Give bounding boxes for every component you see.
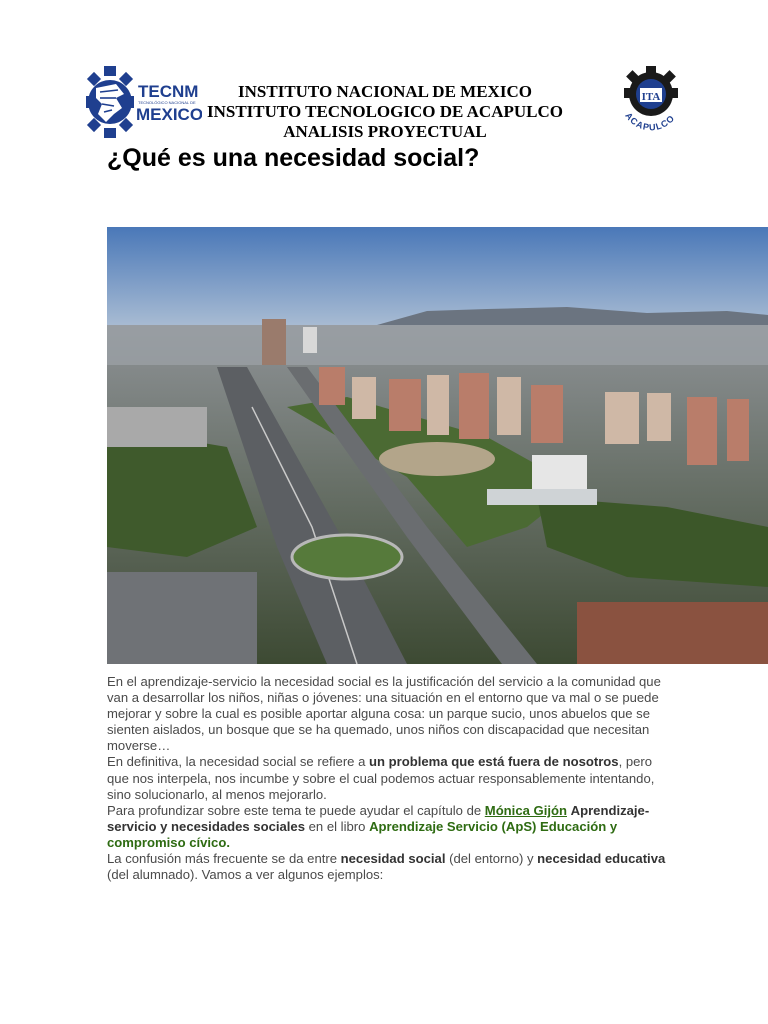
page-title: ¿Qué es una necesidad social?	[107, 144, 480, 172]
paragraph-4-text-c: (del entorno) y	[445, 851, 538, 867]
tecnm-logo-text: TECNM	[138, 82, 199, 101]
tecnm-logo-small: TECNOLÓGICO NACIONAL DE	[138, 100, 196, 105]
ita-acapulco-logo	[614, 64, 688, 138]
tecnm-logo-sub: MEXICO	[136, 105, 202, 124]
paragraph-3-text-c: en el libro	[305, 818, 370, 834]
header-line-1: INSTITUTO NACIONAL DE MEXICO	[238, 82, 532, 101]
header-line-2: INSTITUTO TECNOLOGICO DE ACAPULCO	[207, 102, 563, 121]
paragraph-2-highlight: un problema que está fuera de nosotros	[369, 754, 619, 770]
logo-right-text: ACAPULCO	[623, 110, 677, 133]
institution-header	[190, 82, 580, 142]
paragraph-4-text-e: (del alumnado). Vamos a ver algunos ejemplos:	[107, 867, 384, 883]
logo-right-letters: ITA	[641, 91, 661, 103]
term-educational-need: necesidad educativa	[537, 851, 666, 867]
article-body	[107, 674, 667, 883]
chapter-title: Aprendizaje-servicio y necesidades sociales	[107, 802, 650, 834]
paragraph-4	[107, 851, 667, 883]
paragraph-4-text-a: La confusión más frecuente se da entre	[107, 851, 341, 867]
paragraph-1: En el aprendizaje-servicio la necesidad social es la justificación del servicio a la comunidad que van a desarrollar los niños, niñas o jóvenes: una situación en el entorno que va mal o se puede mejorar y sobre la cual es posible aportar alguna cosa: un parque sucio, unos abuelos que se sienten aislados, un bosque que se ha quemado, unos niños con discapacidad que necesitan moverse…	[107, 674, 661, 754]
paragraph-2-text-c: , pero que nos interpela, nos incumbe y sobre el cual podemos actuar responsablemente intentando, sino solucionarlo, al menos mejorarlo.	[107, 754, 655, 802]
header-line-3: ANALISIS PROYECTUAL	[283, 122, 487, 141]
tecnm-logo	[86, 64, 202, 140]
book-link[interactable]: Aprendizaje Servicio (ApS) Educación y compromiso cívico.	[107, 818, 618, 850]
author-link[interactable]: Mónica Gijón	[484, 802, 567, 818]
paragraph-3	[107, 803, 667, 851]
paragraph-2	[107, 754, 667, 802]
term-social-need: necesidad social	[340, 851, 446, 867]
paragraph-3-text-a: Para profundizar sobre este tema te puede ayudar el capítulo de	[107, 802, 485, 818]
paragraph-2-text-a: En definitiva, la necesidad social se refiere a	[107, 754, 370, 770]
city-aerial-photo	[107, 227, 768, 664]
